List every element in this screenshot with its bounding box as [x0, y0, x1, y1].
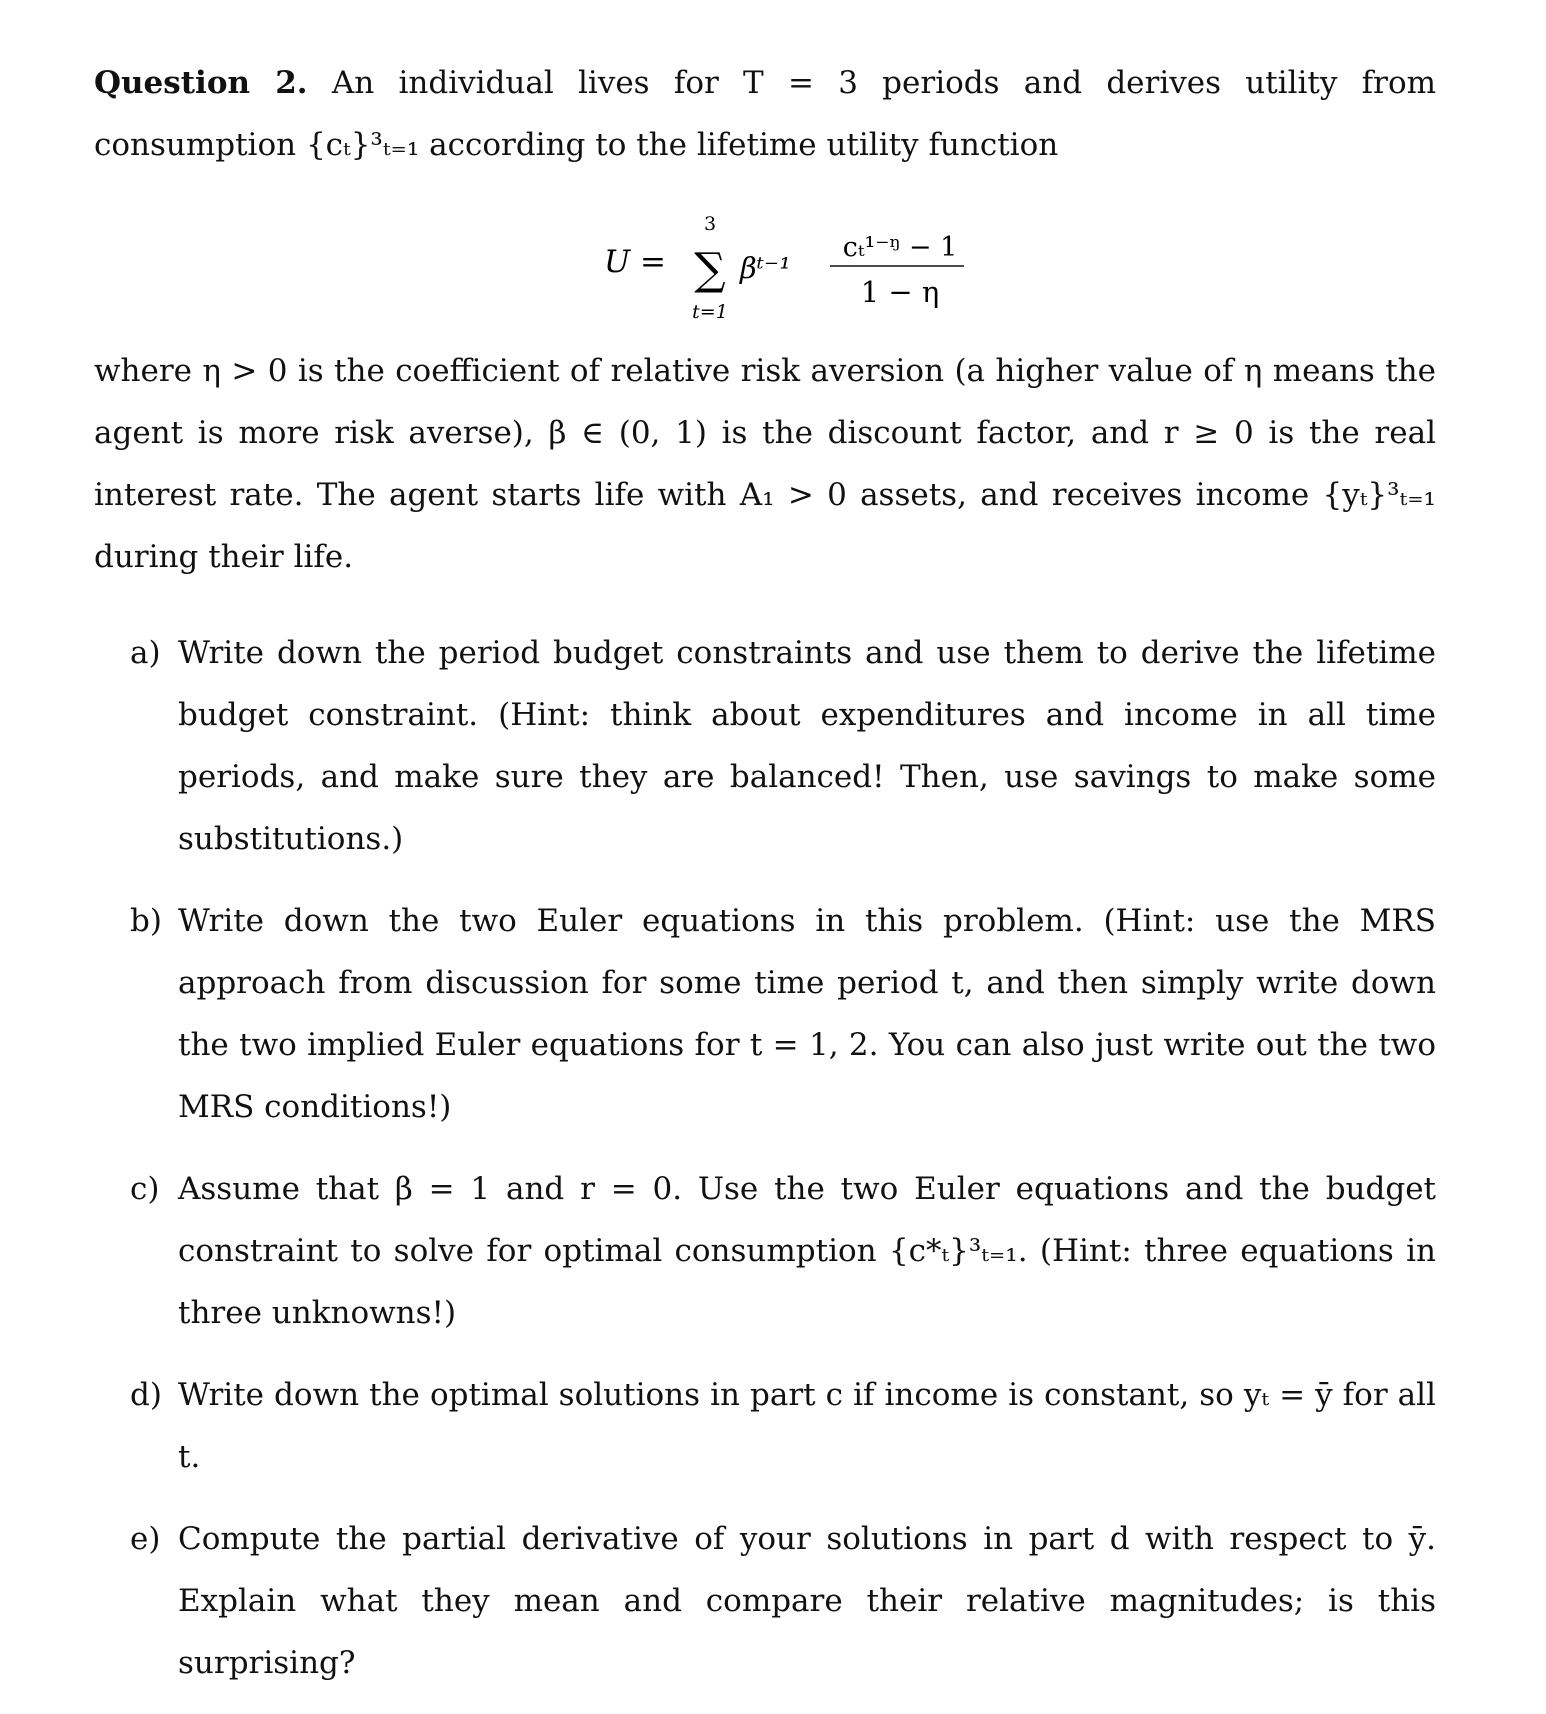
utility-formula	[94, 190, 1436, 340]
part-text: Write down the two Euler equations in this problem. (Hint: use the MRS approach from discussion for some time period t, and then simply write down the two implied Euler equations for t = 1, 2. You can also just write out the two MRS conditions!)	[178, 903, 1436, 1125]
part-marker: b)	[130, 903, 162, 939]
question-document	[94, 52, 1436, 1714]
part-marker: d)	[130, 1377, 162, 1413]
part-d	[94, 1364, 1436, 1488]
sum-lower-limit: t=1	[692, 301, 728, 323]
formula-lhs: U =	[604, 244, 666, 280]
question-parts	[94, 622, 1436, 1694]
utility-formula-graphic	[604, 190, 964, 340]
sum-upper-limit: 3	[703, 213, 717, 235]
question-intro-text: An individual lives for T = 3 periods and derives utility from consumption {cₜ}³ₜ₌₁ according to the lifetime utility function	[94, 65, 1437, 163]
part-text: Assume that β = 1 and r = 0. Use the two Euler equations and the budget constraint to solve for optimal consumption {c*ₜ}³ₜ₌₁. (Hint: three equations in three unknowns!)	[178, 1171, 1436, 1331]
question-intro	[94, 52, 1436, 176]
part-e	[94, 1508, 1436, 1694]
body-text: where η > 0 is the coefficient of relative risk aversion (a higher value of η means the agent is more risk averse), β ∈ (0, 1) is the discount factor, and r ≥ 0 is the real interest rate. The agent starts life with A₁ > 0 assets, and receives income {yₜ}³ₜ₌₁ during their life.	[94, 353, 1436, 575]
part-b	[94, 890, 1436, 1138]
part-text: Write down the period budget constraints and use them to derive the lifetime budget constraint. (Hint: think about expenditures and income in all time periods, and make sure they are balanced! Then, use savings to make some substitutions.)	[178, 635, 1436, 857]
part-a	[94, 622, 1436, 870]
fraction-denominator: 1 − η	[860, 275, 940, 309]
part-marker: a)	[130, 635, 161, 671]
part-text: Compute the partial derivative of your solutions in part d with respect to ȳ. Explain what they mean and compare their relative magnitudes; is this surprising?	[178, 1521, 1436, 1681]
part-c	[94, 1158, 1436, 1344]
fraction-numerator: cₜ¹⁻ᵑ − 1	[842, 232, 958, 263]
part-marker: e)	[130, 1521, 161, 1557]
question-label: Question 2.	[94, 65, 308, 101]
part-marker: c)	[130, 1171, 160, 1207]
beta-term: βᵗ⁻¹	[740, 251, 791, 285]
part-text: Write down the optimal solutions in part c if income is constant, so yₜ = ȳ for all t.	[178, 1377, 1436, 1475]
sum-symbol-icon: ∑	[694, 244, 726, 295]
